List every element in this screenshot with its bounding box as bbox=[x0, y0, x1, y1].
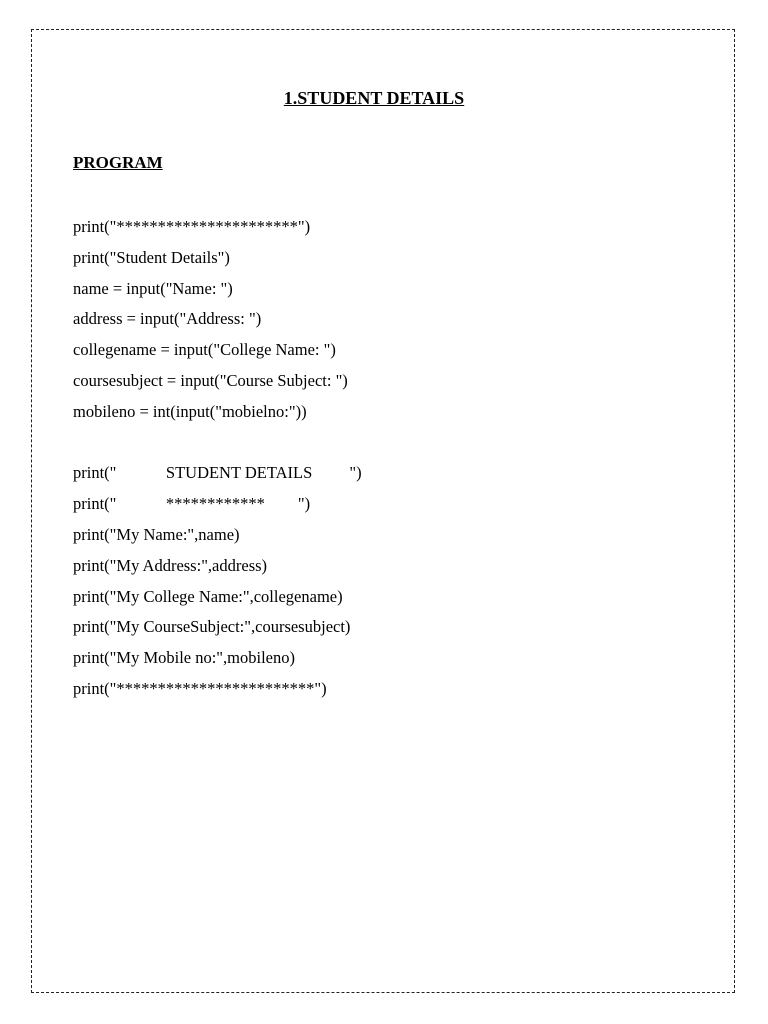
code-line: mobileno = int(input("mobielno:")) bbox=[73, 401, 307, 421]
code-line: print("My CourseSubject:",coursesubject) bbox=[73, 617, 351, 637]
code-line-blank bbox=[73, 428, 362, 459]
code-line: print("My Name:",name) bbox=[73, 524, 240, 544]
code-line: coursesubject = input("Course Subject: ") bbox=[73, 370, 348, 390]
code-block bbox=[73, 212, 362, 705]
code-line: print("My College Name:",collegename) bbox=[73, 586, 343, 606]
code-line: print("My Mobile no:",mobileno) bbox=[73, 648, 295, 668]
code-line: print(" STUDENT DETAILS ") bbox=[73, 463, 362, 483]
code-line: print("My Address:",address) bbox=[73, 555, 268, 575]
code-line: name = input("Name: ") bbox=[73, 278, 233, 298]
code-line: print(" ************ ") bbox=[73, 494, 311, 514]
section-heading-program: PROGRAM bbox=[73, 153, 163, 172]
code-line: print("Student Details") bbox=[73, 247, 230, 267]
code-line: print("**********************") bbox=[73, 217, 311, 236]
code-line: print("************************") bbox=[73, 678, 327, 698]
code-line: collegename = input("College Name: ") bbox=[73, 340, 336, 360]
code-line: address = input("Address: ") bbox=[73, 309, 262, 329]
document-title: 1.STUDENT DETAILS bbox=[283, 88, 465, 108]
